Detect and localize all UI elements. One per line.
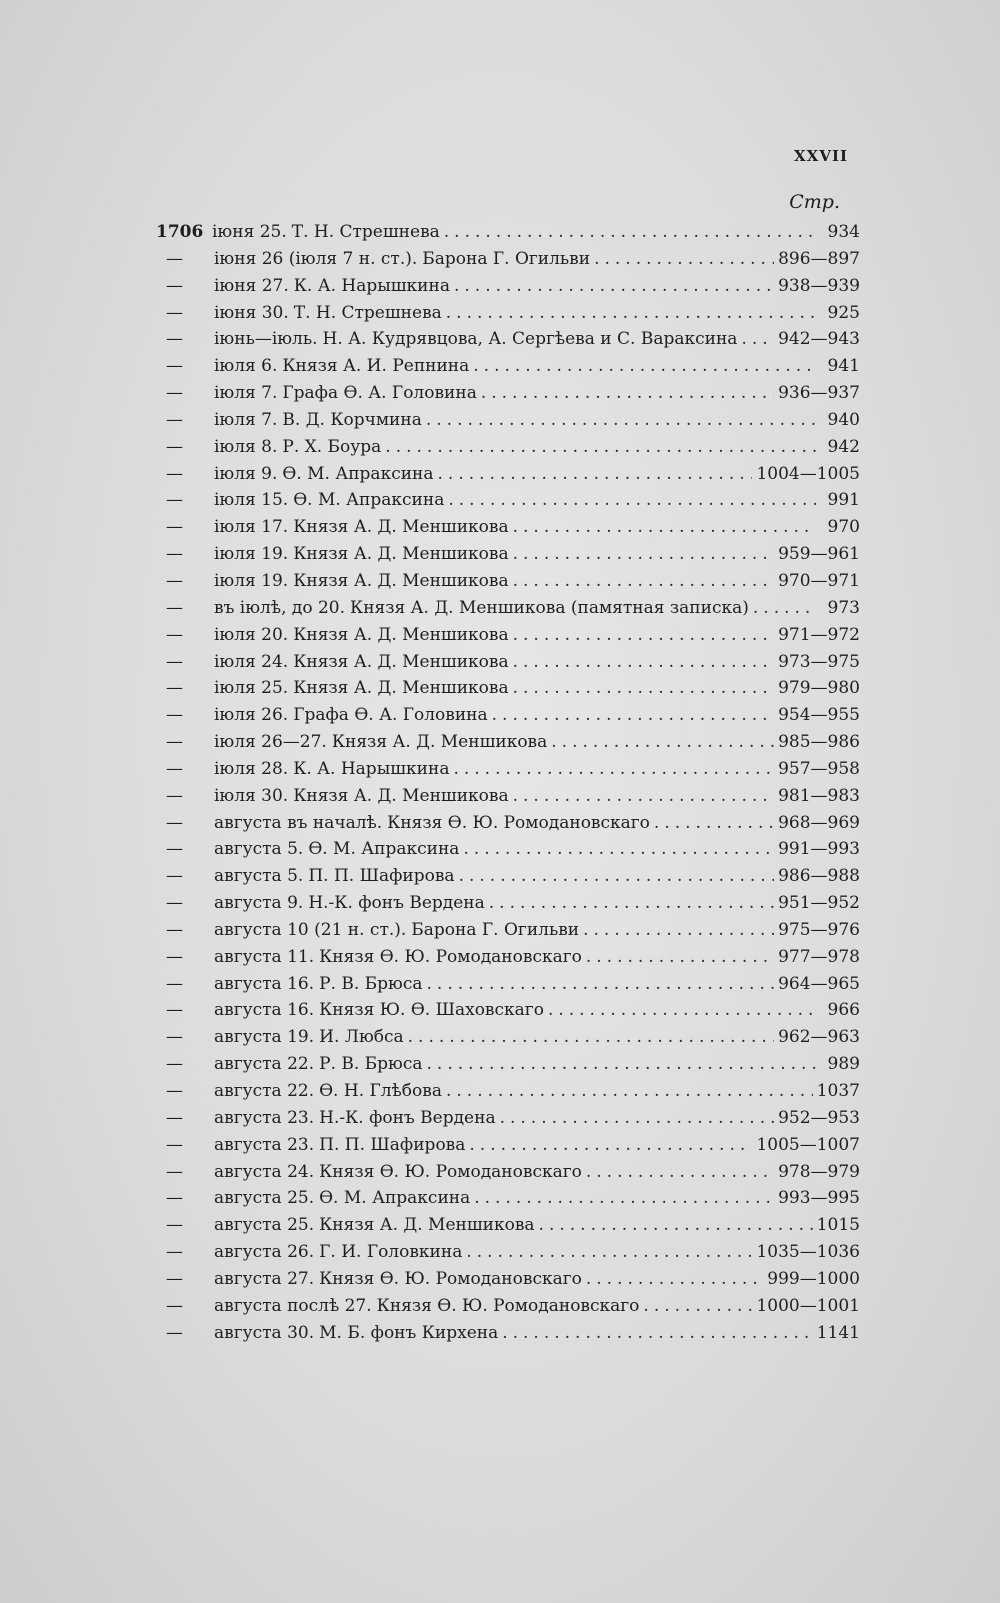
leader-dots: [654, 813, 774, 833]
leader-dots: [643, 1296, 752, 1316]
entry-year: —: [166, 1134, 183, 1155]
entry-text: [214, 383, 477, 403]
entry-pages: 940: [827, 409, 860, 430]
entry-correspondent: В. Д. Корчмина: [282, 409, 422, 430]
index-entry: [156, 329, 860, 356]
entry-text: [214, 813, 650, 833]
entry-text: [214, 303, 442, 323]
entry-text: [214, 866, 455, 886]
entry-date: іюля 6.: [214, 356, 278, 377]
leader-dots: [427, 1054, 816, 1074]
entry-correspondent: Князя А. Д. Меншикова (памятная записка): [350, 597, 749, 618]
leader-dots: [539, 1215, 813, 1235]
entry-text: [214, 1027, 404, 1047]
entry-correspondent: П. П. Шафирова: [308, 866, 455, 887]
entry-year: —: [166, 678, 183, 699]
entry-text: [214, 678, 509, 698]
page-number: XXVII: [794, 147, 848, 165]
entry-year: —: [166, 651, 183, 672]
entry-correspondent: Князя Ѳ. Ю. Ромодановскаго: [319, 1268, 582, 1289]
entry-text: [214, 517, 509, 537]
entry-correspondent: Князя А. Д. Меншикова: [293, 624, 509, 645]
leader-dots: [513, 678, 774, 698]
entry-date: августа 22.: [214, 1081, 315, 1101]
index-entry: [156, 678, 860, 705]
leader-dots: [474, 1188, 774, 1208]
entry-correspondent: Князя А. И. Репнина: [282, 356, 470, 377]
entry-year: —: [166, 517, 183, 538]
leader-dots: [489, 893, 774, 913]
entry-correspondent: Ѳ. Н. Глѣбова: [319, 1081, 442, 1101]
entry-correspondent: Князя А. Д. Меншикова: [293, 785, 509, 806]
entry-text: [214, 839, 459, 859]
entry-date: іюля 19.: [214, 544, 289, 565]
leader-dots: [502, 1323, 813, 1343]
leader-dots: [586, 1162, 774, 1182]
entry-year: —: [166, 1215, 183, 1236]
entry-year: —: [166, 1268, 183, 1289]
leader-dots: [454, 276, 774, 296]
entry-pages: 986—988: [778, 866, 860, 887]
index-entry: [156, 1108, 860, 1135]
entry-pages: 951—952: [778, 893, 860, 914]
entry-pages: 964—965: [778, 973, 860, 994]
entry-correspondent: П. П. Шафирова: [319, 1134, 466, 1155]
entry-correspondent: Князя А. Д. Меншикова: [319, 1215, 535, 1236]
entry-text: [214, 705, 488, 725]
entry-date: іюля 17.: [214, 517, 289, 538]
leader-dots: [453, 759, 774, 779]
index-entry: [156, 1081, 860, 1108]
entry-text: [214, 625, 509, 645]
entry-date: іюля 30.: [214, 785, 289, 806]
entry-text: [214, 920, 579, 940]
entry-year: —: [166, 383, 183, 404]
index-entry: [156, 303, 860, 330]
entry-date: іюня 25.: [212, 222, 287, 242]
entry-text: [214, 598, 749, 618]
entry-year: —: [166, 893, 183, 914]
entry-year: —: [166, 1000, 183, 1021]
entry-date: іюля 15.: [214, 490, 289, 511]
entry-text: [214, 1215, 535, 1235]
entry-date: августа 5.: [214, 839, 304, 860]
index-entry: [156, 732, 860, 759]
index-entry: [156, 222, 860, 249]
index-entry: [156, 1054, 860, 1081]
entry-correspondent: Князя А. Д. Меншикова: [331, 732, 548, 753]
leader-dots: [481, 383, 774, 403]
leader-dots: [446, 303, 816, 323]
entry-year: —: [166, 302, 183, 323]
entry-year: —: [166, 1322, 183, 1343]
entry-correspondent: Князя А. Д. Меншикова: [293, 678, 509, 699]
leader-dots: [548, 1000, 816, 1020]
entry-pages: 971—972: [778, 624, 860, 645]
index-entry: [156, 517, 860, 544]
entry-text: [214, 1188, 470, 1208]
entry-date: іюля 7.: [214, 383, 278, 404]
leader-dots: [448, 490, 816, 510]
entry-year: —: [166, 785, 183, 806]
entry-date: іюля 20.: [214, 624, 289, 645]
leader-dots: [513, 544, 774, 564]
index-entries: [156, 222, 860, 1349]
entry-year: —: [166, 1081, 183, 1101]
leader-dots: [473, 356, 816, 376]
entry-correspondent: Князя Ѳ. Ю. Ромодановскаго: [319, 1161, 582, 1182]
entry-pages: 975—976: [778, 919, 860, 940]
entry-year: —: [166, 1242, 183, 1263]
entry-date: августа 16.: [214, 1000, 315, 1021]
entry-text: [212, 222, 440, 242]
index-entry: [156, 1242, 860, 1269]
entry-year: 1706: [156, 222, 204, 242]
index-entry: [156, 947, 860, 974]
leader-dots: [586, 1269, 763, 1289]
entry-year: —: [166, 866, 183, 887]
entry-pages: 977—978: [778, 946, 860, 967]
entry-text: [214, 1108, 496, 1128]
entry-correspondent: Князя А. Д. Меншикова: [293, 544, 509, 565]
entry-date: въ іюлѣ, до 20.: [214, 597, 346, 618]
entry-text: [214, 571, 509, 591]
index-entry: [156, 1162, 860, 1189]
index-entry: [156, 625, 860, 652]
entry-text: [214, 410, 422, 430]
entry-date: іюня 26 (іюля 7 н. ст.).: [214, 248, 418, 269]
entry-date: августа 23.: [214, 1107, 315, 1128]
entry-year: —: [166, 490, 183, 511]
entry-text: [214, 1135, 465, 1155]
entry-correspondent: Князя Ѳ. Ю. Ромодановскаго: [387, 812, 650, 833]
entry-pages: 993—995: [778, 1188, 860, 1209]
leader-dots: [513, 786, 774, 806]
entry-year: —: [166, 1054, 183, 1075]
entry-text: [214, 356, 469, 376]
entry-text: [214, 249, 590, 269]
entry-text: [214, 544, 509, 564]
entry-text: [214, 652, 509, 672]
entry-year: —: [166, 1295, 183, 1316]
index-entry: [156, 249, 860, 276]
entry-pages: 952—953: [778, 1107, 860, 1128]
entry-text: [214, 1323, 498, 1343]
entry-correspondent: Н. А. Кудрявцова, А. Сергѣева и С. Вараксина: [322, 329, 738, 350]
entry-year: —: [166, 329, 183, 350]
leader-dots: [427, 974, 775, 994]
entry-correspondent: К. А. Нарышкина: [293, 758, 450, 779]
entry-date: августа 10 (21 н. ст.).: [214, 919, 407, 940]
entry-text: [214, 759, 449, 779]
entry-correspondent: Н.-К. фонъ Вердена: [308, 893, 485, 914]
index-entry: [156, 598, 860, 625]
leader-dots: [586, 947, 774, 967]
entry-year: —: [166, 705, 183, 726]
leader-dots: [466, 1242, 752, 1262]
entry-correspondent: Князя Ѳ. Ю. Ромодановскаго: [319, 946, 582, 967]
entry-correspondent: Р. В. Брюса: [319, 973, 423, 994]
index-entry: [156, 1269, 860, 1296]
leader-dots: [385, 437, 816, 457]
index-entry: [156, 544, 860, 571]
leader-dots: [438, 464, 753, 484]
entry-date: августа 30.: [214, 1322, 315, 1343]
entry-text: [214, 732, 547, 752]
entry-pages: 938—939: [778, 275, 860, 296]
leader-dots: [444, 222, 816, 242]
entry-year: —: [166, 758, 183, 779]
entry-pages: 942—943: [778, 329, 860, 350]
entry-pages: 981—983: [778, 785, 860, 806]
entry-date: іюля 19.: [214, 570, 289, 591]
leader-dots: [753, 598, 816, 618]
index-entry: [156, 866, 860, 893]
index-entry: [156, 759, 860, 786]
entry-text: [214, 329, 737, 349]
entry-pages: 1000—1001: [756, 1295, 860, 1316]
index-entry: [156, 813, 860, 840]
entry-date: іюля 25.: [214, 678, 289, 699]
entry-correspondent: Князя Ѳ. Ю. Ромодановскаго: [376, 1295, 640, 1316]
entry-correspondent: Г. И. Головкина: [319, 1242, 463, 1263]
entry-correspondent: Р. В. Брюса: [319, 1054, 423, 1075]
entry-pages: 1141: [816, 1322, 860, 1343]
entry-pages: 1015: [816, 1215, 860, 1236]
entry-year: —: [166, 1027, 183, 1048]
entry-year: —: [166, 946, 183, 967]
entry-date: іюля 26—27.: [214, 732, 327, 753]
index-entry: [156, 1135, 860, 1162]
entry-date: августа 16.: [214, 973, 315, 994]
leader-dots: [500, 1108, 775, 1128]
pages-column-header: Стр.: [789, 191, 840, 213]
entry-pages: 925: [827, 302, 860, 323]
entry-text: [214, 1269, 582, 1289]
leader-dots: [463, 839, 774, 859]
entry-date: іюля 7.: [214, 409, 278, 430]
entry-date: іюля 9.: [214, 463, 278, 484]
index-entry: [156, 276, 860, 303]
entry-date: августа послѣ 27.: [214, 1295, 372, 1316]
leader-dots: [741, 329, 774, 349]
entry-year: —: [166, 1188, 183, 1209]
entry-pages: 989: [827, 1054, 860, 1075]
index-entry: [156, 1296, 860, 1323]
entry-pages: 896—897: [778, 248, 860, 269]
entry-date: августа 9.: [214, 893, 304, 914]
entry-date: іюля 24.: [214, 651, 289, 672]
entry-pages: 973—975: [778, 651, 860, 672]
leader-dots: [594, 249, 774, 269]
entry-date: іюня 30.: [214, 302, 289, 323]
index-entry: [156, 571, 860, 598]
entry-text: [214, 1054, 423, 1074]
entry-date: іюля 26.: [214, 705, 289, 726]
entry-correspondent: Р. Х. Боура: [282, 436, 382, 457]
entry-year: —: [166, 919, 183, 940]
index-entry: [156, 705, 860, 732]
entry-pages: 991: [827, 490, 860, 511]
entry-pages: 936—937: [778, 383, 860, 404]
entry-year: —: [166, 1161, 183, 1182]
entry-correspondent: Князя А. Д. Меншикова: [293, 651, 509, 672]
entry-correspondent: Князя А. Д. Меншикова: [293, 517, 509, 538]
entry-date: августа 5.: [214, 866, 304, 887]
entry-date: августа 25.: [214, 1215, 315, 1236]
leader-dots: [446, 1081, 813, 1101]
entry-date: августа 27.: [214, 1268, 315, 1289]
entry-text: [214, 1162, 582, 1182]
index-entry: [156, 356, 860, 383]
entry-text: [214, 1296, 639, 1316]
index-entry: [156, 652, 860, 679]
leader-dots: [513, 625, 774, 645]
entry-year: —: [166, 409, 183, 430]
entry-year: —: [166, 732, 183, 753]
entry-pages: 934: [827, 222, 860, 242]
entry-pages: 954—955: [778, 705, 860, 726]
entry-correspondent: Барона Г. Огильви: [422, 248, 591, 269]
entry-pages: 1005—1007: [756, 1134, 860, 1155]
entry-correspondent: Т. Н. Стрешнева: [291, 222, 440, 242]
entry-pages: 1035—1036: [756, 1242, 860, 1263]
entry-date: августа 26.: [214, 1242, 315, 1263]
index-entry: [156, 490, 860, 517]
entry-pages: 979—980: [778, 678, 860, 699]
leader-dots: [492, 705, 774, 725]
index-entry: [156, 1323, 860, 1350]
entry-text: [214, 1242, 462, 1262]
entry-pages: 973: [827, 597, 860, 618]
index-entry: [156, 383, 860, 410]
entry-pages: 966: [827, 1000, 860, 1021]
index-entry: [156, 839, 860, 866]
index-entry: [156, 893, 860, 920]
leader-dots: [513, 652, 774, 672]
entry-year: —: [166, 436, 183, 457]
entry-correspondent: Князя Ю. Ѳ. Шаховскаго: [319, 1000, 544, 1021]
entry-correspondent: Барона Г. Огильви: [411, 919, 580, 940]
entry-correspondent: Н.-К. фонъ Вердена: [319, 1107, 496, 1128]
entry-year: —: [166, 839, 183, 860]
leader-dots: [408, 1027, 774, 1047]
leader-dots: [513, 517, 816, 537]
entry-text: [214, 786, 509, 806]
entry-pages: 978—979: [778, 1161, 860, 1182]
entry-correspondent: Князя А. Д. Меншикова: [293, 570, 509, 591]
entry-year: —: [166, 973, 183, 994]
entry-text: [214, 893, 485, 913]
entry-correspondent: И. Любса: [319, 1027, 404, 1048]
entry-year: —: [166, 597, 183, 618]
entry-date: августа 24.: [214, 1161, 315, 1182]
entry-year: —: [166, 624, 183, 645]
entry-text: [214, 464, 434, 484]
entry-correspondent: Графа Ѳ. А. Головина: [293, 705, 488, 726]
entry-date: іюля 28.: [214, 758, 289, 779]
entry-correspondent: К. А. Нарышкина: [293, 275, 450, 296]
index-entry: [156, 1188, 860, 1215]
entry-pages: 999—1000: [767, 1268, 860, 1289]
entry-text: [214, 437, 381, 457]
entry-year: —: [166, 1107, 183, 1128]
entry-year: —: [166, 570, 183, 591]
entry-pages: 970: [827, 517, 860, 538]
entry-year: —: [166, 275, 183, 296]
leader-dots: [513, 571, 774, 591]
entry-date: іюнь—іюль.: [214, 329, 318, 350]
index-entry: [156, 464, 860, 491]
entry-date: августа 23.: [214, 1134, 315, 1155]
entry-pages: 970—971: [778, 570, 860, 591]
entry-pages: 985—986: [778, 732, 860, 753]
entry-pages: 1004—1005: [756, 463, 860, 484]
entry-date: августа 19.: [214, 1027, 315, 1048]
entry-text: [214, 490, 444, 510]
index-entry: [156, 410, 860, 437]
entry-correspondent: Ѳ. М. Апраксина: [282, 463, 434, 484]
entry-year: —: [166, 544, 183, 565]
entry-year: —: [166, 248, 183, 269]
entry-text: [214, 974, 423, 994]
entry-pages: 941: [827, 356, 860, 377]
entry-text: [214, 1081, 442, 1101]
entry-correspondent: М. Б. фонъ Кирхена: [319, 1322, 499, 1343]
entry-year: —: [166, 812, 183, 833]
entry-date: августа 25.: [214, 1188, 315, 1209]
leader-dots: [426, 410, 816, 430]
leader-dots: [469, 1135, 752, 1155]
entry-text: [214, 276, 450, 296]
entry-date: августа 11.: [214, 946, 315, 967]
entry-pages: 991—993: [778, 839, 860, 860]
leader-dots: [551, 732, 774, 752]
entry-text: [214, 947, 582, 967]
entry-date: іюля 8.: [214, 436, 278, 457]
entry-date: августа 22.: [214, 1054, 315, 1075]
index-entry: [156, 437, 860, 464]
entry-correspondent: Ѳ. М. Апраксина: [319, 1188, 471, 1209]
entry-pages: 957—958: [778, 758, 860, 779]
entry-pages: 1037: [816, 1081, 860, 1101]
entry-date: іюня 27.: [214, 275, 289, 296]
leader-dots: [583, 920, 774, 940]
index-entry: [156, 1027, 860, 1054]
index-entry: [156, 974, 860, 1001]
entry-date: августа въ началѣ.: [214, 812, 383, 833]
entry-pages: 959—961: [778, 544, 860, 565]
entry-text: [214, 1000, 544, 1020]
index-entry: [156, 1000, 860, 1027]
entry-correspondent: Графа Ѳ. А. Головина: [282, 383, 477, 404]
index-entry: [156, 920, 860, 947]
entry-year: —: [166, 463, 183, 484]
index-entry: [156, 786, 860, 813]
leader-dots: [459, 866, 775, 886]
index-entry: [156, 1215, 860, 1242]
entry-correspondent: Ѳ. М. Апраксина: [293, 490, 445, 511]
entry-pages: 962—963: [778, 1027, 860, 1048]
entry-pages: 968—969: [778, 812, 860, 833]
entry-pages: 942: [827, 436, 860, 457]
entry-year: —: [166, 356, 183, 377]
entry-correspondent: Ѳ. М. Апраксина: [308, 839, 460, 860]
entry-correspondent: Т. Н. Стрешнева: [293, 302, 442, 323]
